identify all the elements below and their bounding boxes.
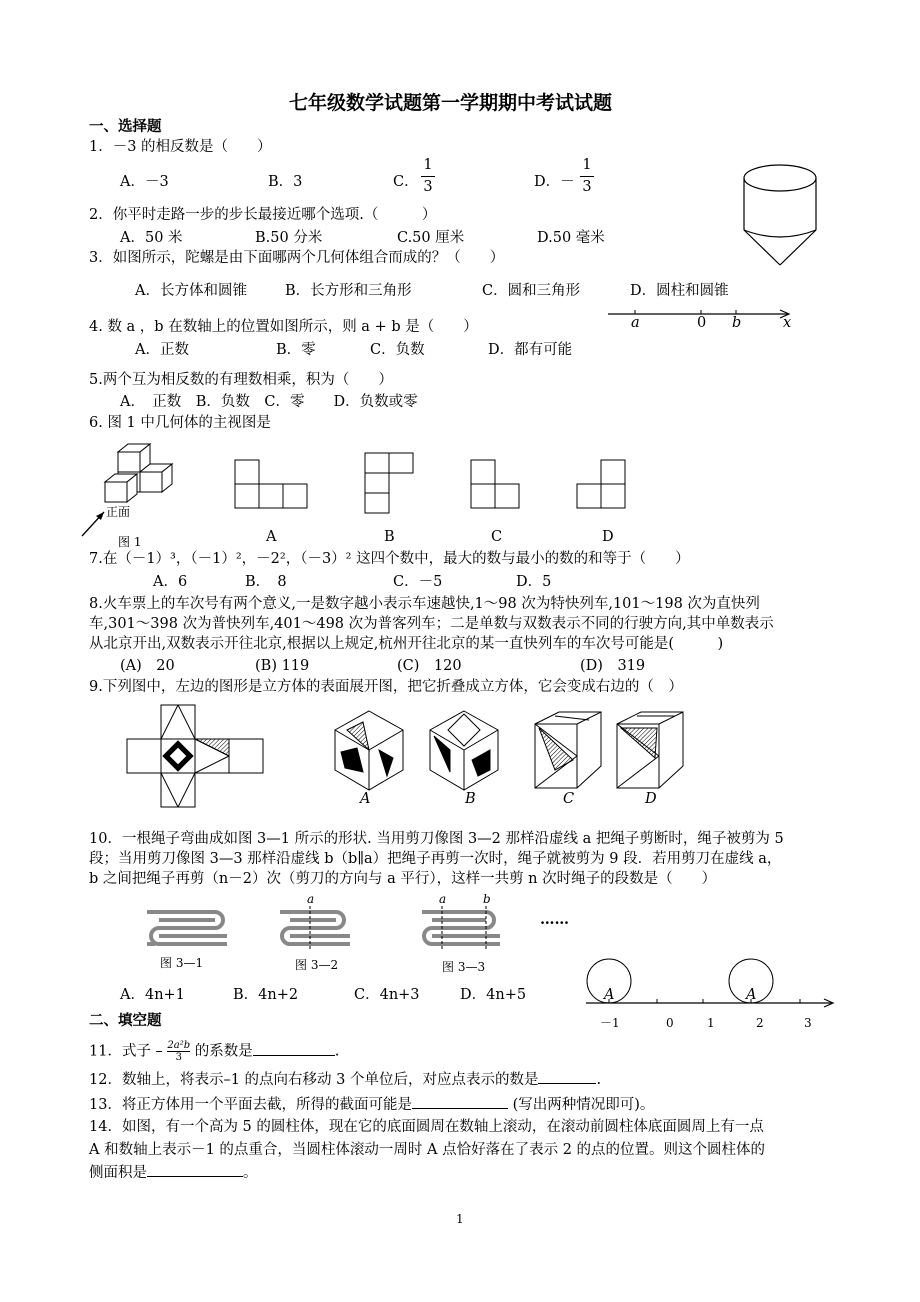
- q3-option-d: D．圆柱和圆锥: [630, 283, 729, 299]
- q4-axis-0: 0: [697, 315, 707, 331]
- spinning-top-figure: [740, 160, 830, 270]
- q14-tick-3: 3: [804, 1016, 812, 1030]
- q9-label-b: B: [465, 791, 476, 807]
- q8-option-c: (C) 120: [397, 658, 462, 674]
- q10-label-a-fig3: a: [439, 892, 447, 906]
- q4-option-c: C．负数: [370, 342, 425, 358]
- q14-tick-0: 0: [666, 1016, 674, 1030]
- q4-axis-x: x: [783, 315, 792, 331]
- q13-answer-blank[interactable]: [412, 1108, 508, 1109]
- q6-label-a: A: [266, 529, 277, 545]
- q14-answer-blank[interactable]: [147, 1176, 243, 1177]
- q9-stem: 9.下列图中，左边的图形是立方体的表面展开图，把它折叠成立方体，它会变成右边的（ ）: [89, 679, 683, 695]
- q11-row: 11．式子 – $\frac{\text{2a²b}}{3}$ 的系数是 .: [89, 1040, 340, 1063]
- q11-answer-blank[interactable]: [253, 1055, 335, 1056]
- q6-stem: 6. 图 1 中几何体的主视图是: [89, 415, 271, 431]
- q6-option-b-figure: [364, 452, 416, 514]
- q9-label-a: A: [360, 791, 371, 807]
- q1-c-fraction: 1 3: [421, 158, 435, 194]
- q9-label-d: D: [645, 791, 657, 807]
- q12-row: 12．数轴上，将表示–1 的点向右移动 3 个单位后，对应点表示的数是 .: [89, 1072, 602, 1088]
- q4-axis-b: b: [732, 315, 742, 331]
- q7-stem: 7.在（－1）³，（－1）²，－2²，（－3）² 这四个数中，最大的数与最小的数的和等于（ ）: [89, 551, 690, 567]
- q12-answer-blank[interactable]: [538, 1083, 596, 1084]
- q8-line-3: 从北京开出,双数表示开往北京,根据以上规定,杭州开往北京的某一直快列车的车次号可能是( ): [89, 636, 724, 652]
- q11-fraction: $\frac{\text{2a²b}}{3}$: [167, 1040, 191, 1063]
- q10-option-d: D．4n+5: [460, 987, 527, 1003]
- q8-line-1: 8.火车票上的车次号有两个意义,一是数字越小表示车速越快,1～98 次为特快列车,101～198 次为直快列: [89, 596, 760, 612]
- q1-option-a: A．－3: [120, 174, 169, 190]
- q2-stem: 2．你平时走路一步的步长最接近哪个选项.（ ）: [89, 207, 437, 223]
- q10-line-2: 段；当用剪刀像图 3—3 那样沿虚线 b（b∥a）把绳子再剪一次时，绳子就被剪为 9 段．若用剪刀在虚线 a，: [89, 851, 782, 867]
- q4-axis-a: a: [631, 315, 640, 331]
- q4-option-a: A．正数: [135, 342, 189, 358]
- q9-option-a-cube: [333, 710, 405, 792]
- q10-line-1: 10．一根绳子弯曲成如图 3—1 所示的形状. 当用剪刀像图 3—2 那样沿虚线 a 把绳子剪断时，绳子被剪为 5: [89, 831, 784, 847]
- q13-row: 13．将正方体用一个平面去截，所得的截面可能是 (写出两种情况即可)。: [89, 1097, 655, 1113]
- q2-option-a: A．50 米: [120, 230, 183, 246]
- q1-d-fraction: 1 3: [580, 158, 594, 194]
- q8-option-b: (B) 119: [255, 658, 310, 674]
- q4-option-d: D．都有可能: [488, 342, 573, 358]
- q14-line-3: 侧面积是 。: [89, 1165, 258, 1181]
- q2-option-b: B.50 分米: [255, 230, 323, 246]
- q8-option-a: (A) 20: [120, 658, 175, 674]
- q7-option-b: B． 8: [245, 574, 287, 590]
- section-choice: 一、选择题: [89, 119, 162, 135]
- q4-option-b: B．零: [276, 342, 316, 358]
- q14-tick-neg1: －1: [600, 1016, 620, 1030]
- q14-line-2: A 和数轴上表示－1 的点重合，当圆柱体滚动一周时 A 点恰好落在了表示 2 的点的位置。则这个圆柱体的: [89, 1142, 766, 1158]
- q7-option-d: D．5: [516, 574, 552, 590]
- q6-label-d: D: [602, 529, 614, 545]
- q3-option-a: A．长方体和圆锥: [135, 283, 247, 299]
- q8-option-d: (D) 319: [580, 658, 646, 674]
- q10-line-3: b 之间把绳子再剪（n－2）次（剪刀的方向与 a 平行），这样一共剪 n 次时绳子的段数是（ ）: [89, 871, 717, 887]
- q14-line-1: 14．如图，有一个高为 5 的圆柱体，现在它的底面圆周在数轴上滚动，在滚动前圆柱体底面圆周上有一点: [89, 1119, 764, 1135]
- q14-point-a-start: A: [604, 987, 615, 1003]
- q7-option-a: A．6: [153, 574, 188, 590]
- q5-stem: 5.两个互为相反数的有理数相乘，积为（ ）: [89, 372, 393, 388]
- q6-option-a-figure: [234, 459, 310, 511]
- q3-option-b: B．长方形和三角形: [285, 283, 412, 299]
- q6-cube-stack-figure: [78, 440, 188, 540]
- q10-fig3-caption: 图 3—3: [442, 960, 486, 974]
- q6-option-c-figure: [470, 459, 522, 511]
- q6-fig-caption: 图 1: [118, 535, 142, 549]
- q9-option-c-cube: [533, 710, 605, 792]
- q2-option-c: C.50 厘米: [397, 230, 465, 246]
- page-number: 1: [456, 1212, 464, 1226]
- q6-front-label: 正面: [106, 505, 131, 519]
- q10-fig2-caption: 图 3—2: [295, 958, 339, 972]
- q9-label-c: C: [563, 791, 575, 807]
- q10-rope-figure-2: [278, 906, 358, 950]
- q10-rope-figure-3: [420, 906, 510, 950]
- q3-stem: 3．如图所示，陀螺是由下面哪两个几何体组合而成的？（ ）: [89, 250, 505, 266]
- q7-option-c: C．－5: [393, 574, 443, 590]
- q14-rolling-cylinder-figure: [586, 958, 838, 1008]
- q10-fig1-caption: 图 3—1: [160, 956, 204, 970]
- q9-cube-net-figure: [127, 704, 269, 810]
- q10-rope-figure-1: [145, 908, 235, 948]
- q10-label-b-fig3: b: [483, 892, 491, 906]
- section-fill-in: 二、填空题: [89, 1013, 162, 1029]
- page-title: 七年级数学试题第一学期期中考试试题: [289, 92, 613, 114]
- q3-option-c: C．圆和三角形: [482, 283, 581, 299]
- q10-option-b: B．4n+2: [233, 987, 299, 1003]
- q14-tick-2: 2: [756, 1016, 764, 1030]
- q9-option-b-cube: [428, 710, 500, 792]
- q6-label-b: B: [384, 529, 395, 545]
- q1-option-b: B．3: [268, 174, 303, 190]
- q14-point-a-end: A: [746, 987, 757, 1003]
- q10-label-a-fig2: a: [307, 892, 315, 906]
- q4-stem: 4. 数 a ，b 在数轴上的位置如图所示，则 a + b 是（ ）: [89, 319, 478, 335]
- q1-stem: 1．－3 的相反数是（ ）: [89, 139, 272, 155]
- q14-tick-1: 1: [707, 1016, 715, 1030]
- q10-ellipsis: ……: [540, 911, 569, 928]
- q10-option-a: A．4n+1: [120, 987, 185, 1003]
- q8-line-2: 车,301～398 次为普快列车,401～498 次为普客列车；二是单数与双数表示不同的行驶方向,其中单数表示: [89, 616, 774, 632]
- q5-options: A． 正数 B．负数 C．零 D．负数或零: [120, 394, 418, 410]
- q10-option-c: C．4n+3: [354, 987, 420, 1003]
- q2-option-d: D.50 毫米: [537, 230, 605, 246]
- q6-label-c: C: [491, 529, 503, 545]
- q6-option-d-figure: [576, 459, 628, 511]
- q9-option-d-cube: [615, 710, 687, 792]
